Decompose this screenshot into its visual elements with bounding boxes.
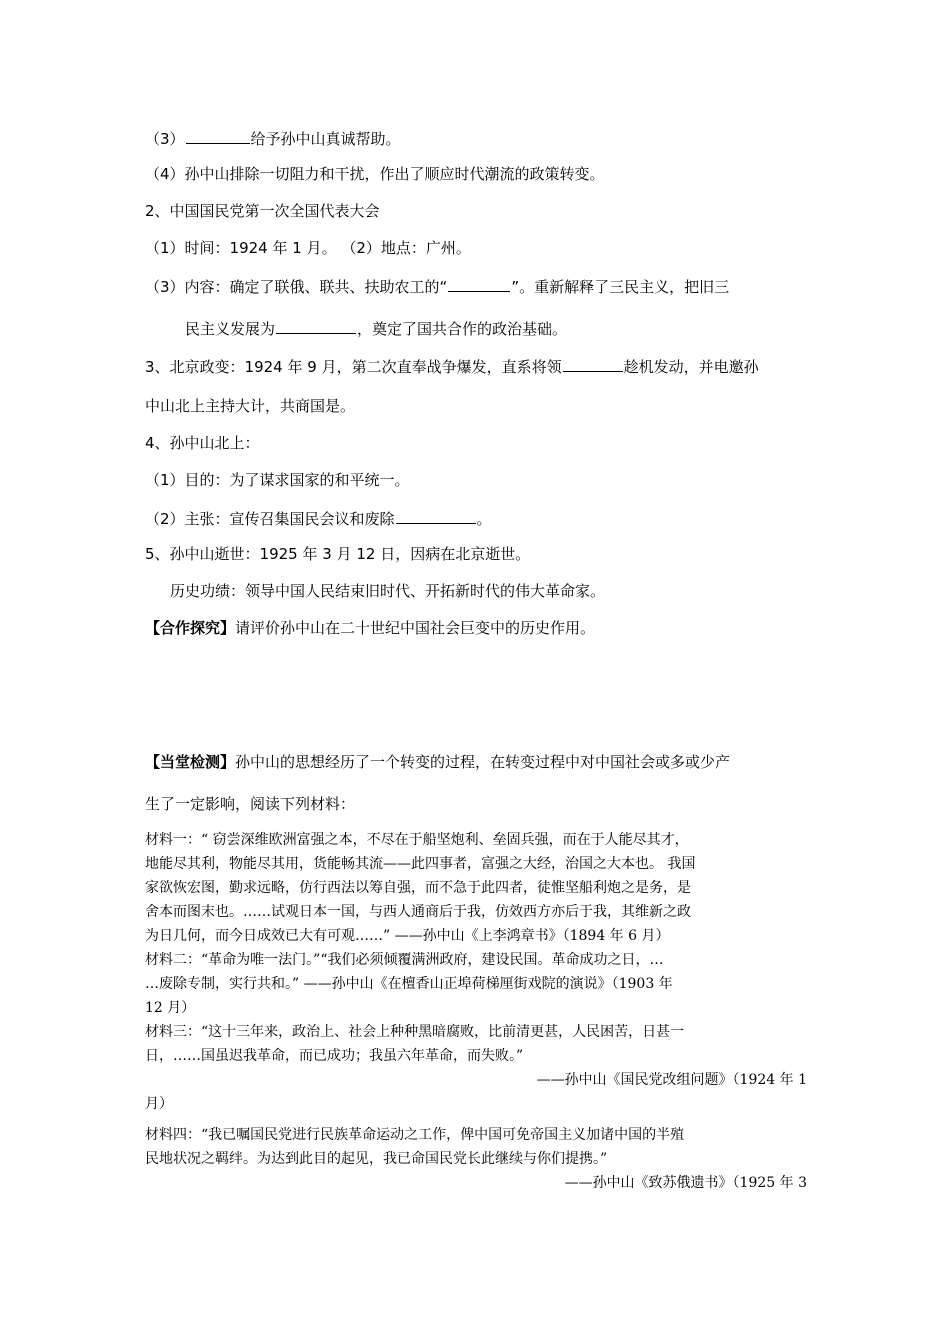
fill-blank[interactable] [448,275,510,292]
text-line: 历史功绩：领导中国人民结束旧时代、开拓新时代的伟大革命家。 [170,582,606,600]
text-line: 【当堂检测】孙中山的思想经历了一个转变的过程，在转变过程中对中国社会或多或少产 [145,753,731,771]
text-line: 民主义发展为 ，奠定了国共合作的政治基础。 [185,317,567,339]
section-heading: 2、中国国民党第一次全国代表大会 [145,202,380,220]
material-line: 材料一：“ 窃尝深维欧洲富强之本，不尽在于船坚炮利、垒固兵强，而在于人能尽其才， [145,832,689,848]
text-line: （3）内容：确定了联俄、联共、扶助农工的“ ”。重新解释了三民主义，把旧三 [145,275,729,297]
text-line: （1）时间：1924 年 1 月。 （2）地点：广州。 [145,239,471,257]
material-line: 材料二：“革命为唯一法门。”“我们必须倾覆满洲政府，建设民国。革命成功之日，… [145,952,664,968]
material-citation: ——孙中山《国民党改组问题》（1924 年 1 [536,1072,807,1088]
material-line: 民地状况之羁绊。为达到此目的起见，我已命国民党长此继续与你们提携。” [145,1151,608,1167]
text-line: 【合作探究】请评价孙中山在二十世纪中国社会巨变中的历史作用。 [145,619,596,637]
material-line: 为日几何，而今日成效已大有可观……” ——孙中山《上李鸿章书》（1894 年 6 月） [145,928,670,944]
section-heading: 4、孙中山北上： [145,434,260,452]
text-line: 生了一定影响，阅读下列材料： [145,795,356,813]
text-line: （3） 给予孙中山真诚帮助。 [145,127,401,149]
text-line: （4）孙中山排除一切阻力和干扰，作出了顺应时代潮流的政策转变。 [145,165,605,183]
material-line: 材料四：“我已嘱国民党进行民族革命运动之工作，俾中国可免帝国主义加诸中国的半殖 [145,1127,685,1143]
text-line: （1）目的：为了谋求国家的和平统一。 [145,471,410,489]
material-line: 12 月） [145,1000,196,1016]
material-line: 日，……国虽迟我革命，而已成功；我虽六年革命，而失败。” [145,1048,524,1064]
text-line: 中山北上主持大计，共商国是。 [145,397,356,415]
fill-blank[interactable] [396,507,476,524]
material-line: …废除专制，实行共和。” ——孙中山《在檀香山正埠荷梯厘街戏院的演说》（1903 年 [145,976,673,992]
material-line: 家欲恢宏图，勤求远略，仿行西法以筹自强，而不急于此四者，徒惟坚船利炮之是务，是 [145,880,691,896]
material-citation: ——孙中山《致苏俄遗书》（1925 年 3 [564,1175,807,1191]
fill-blank[interactable] [276,317,356,334]
section-heading: 3、北京政变：1924 年 9 月，第二次直奉战争爆发，直系将领 趁机发动，并电邀孙 [145,355,759,377]
material-line: 地能尽其利，物能尽其用，货能畅其流——此四事者，富强之大经，治国之大本也。 我国 [145,856,696,872]
section-heading: 5、孙中山逝世：1925 年 3 月 12 日，因病在北京逝世。 [145,545,531,563]
fill-blank[interactable] [186,127,250,144]
fill-blank[interactable] [563,355,623,372]
material-line: 材料三：“这十三年来，政治上、社会上种种黑暗腐败，比前清更甚，人民困苦，日甚一 [145,1024,685,1040]
material-line: 舍本而图末也。……试观日本一国，与西人通商后于我，仿效西方亦后于我，其维新之政 [145,904,691,920]
material-line: 月） [145,1096,173,1112]
text-line: （2）主张：宣传召集国民会议和废除 。 [145,507,492,529]
